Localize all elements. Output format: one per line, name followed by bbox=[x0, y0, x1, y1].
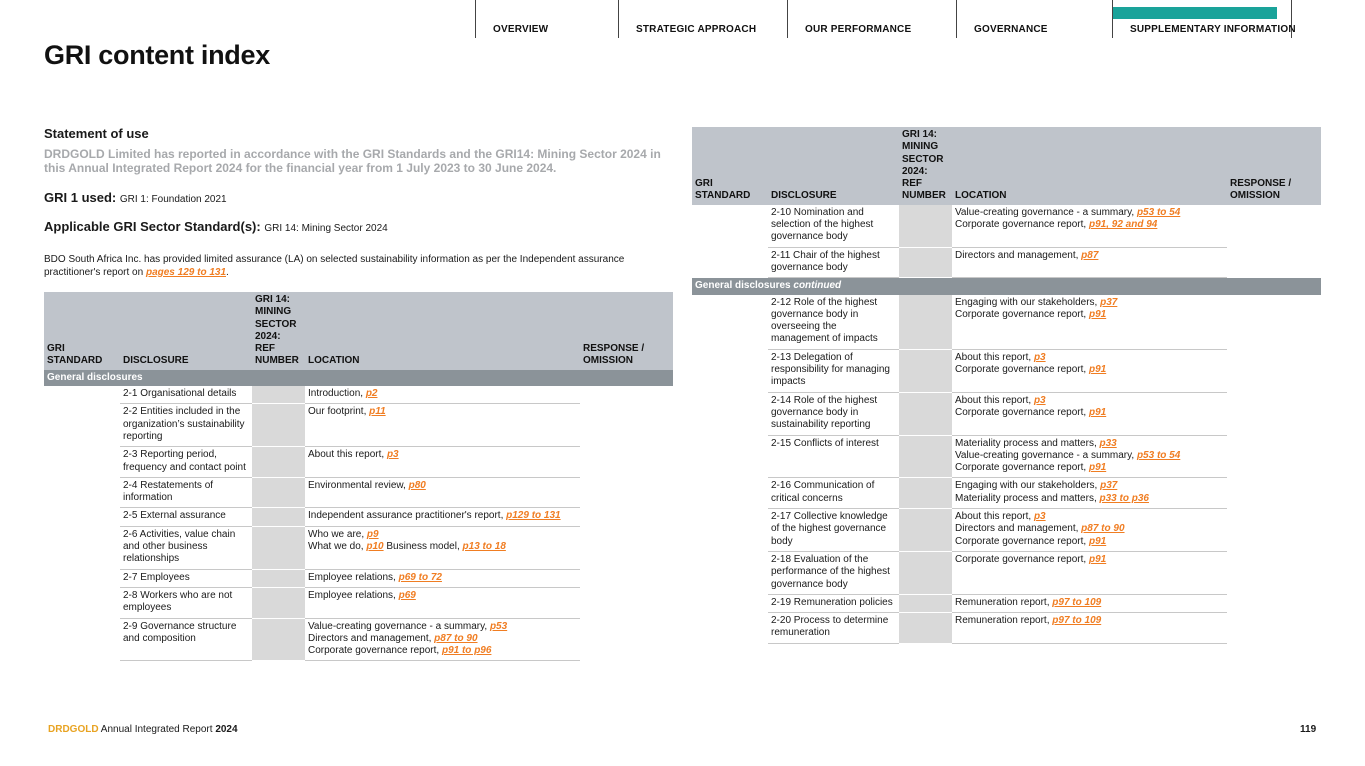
gri14-ref-cell bbox=[899, 247, 952, 278]
response-cell bbox=[1227, 594, 1321, 612]
location-line bbox=[308, 633, 577, 645]
page-ref-link[interactable]: p53 bbox=[489, 620, 508, 632]
response-cell bbox=[1227, 551, 1321, 594]
location-cell bbox=[952, 613, 1227, 644]
location-line bbox=[308, 510, 577, 522]
page-title: GRI content index bbox=[44, 40, 270, 70]
statement-of-use bbox=[44, 126, 674, 279]
location-line bbox=[308, 406, 577, 418]
gri-standard-cell bbox=[44, 526, 120, 569]
location-text: About this report, bbox=[955, 511, 1034, 523]
location-cell bbox=[952, 551, 1227, 594]
location-line bbox=[955, 450, 1224, 462]
gri-standard-cell bbox=[692, 247, 768, 278]
disclosure-cell: 2-5 External assurance bbox=[120, 508, 252, 526]
location-line bbox=[955, 395, 1224, 407]
statement-text: DRDGOLD Limited has reported in accordance with the GRI Standards and the GRI14: Mining Sector 2024 in this Annual Integrated Report 2024 for the financial year from 1 July 2023 to 30 June 2024. bbox=[44, 147, 661, 175]
page-ref-link[interactable]: p3 bbox=[1033, 351, 1046, 363]
table-row bbox=[44, 508, 673, 526]
location-line bbox=[308, 541, 577, 553]
table-row bbox=[692, 509, 1321, 552]
assurance-page-link[interactable]: pages 129 to 131 bbox=[145, 266, 227, 278]
disclosure-cell: 2-10 Nomination and selection of the highest governance body bbox=[768, 205, 899, 247]
disclosure-cell: 2-9 Governance structure and composition bbox=[120, 618, 252, 661]
disclosure-cell: 2-14 Role of the highest governance body in sustainability reporting bbox=[768, 392, 899, 435]
location-line bbox=[955, 523, 1224, 535]
header-location: LOCATION bbox=[952, 127, 1227, 205]
page-ref-link[interactable]: p91, 92 and 94 bbox=[1088, 219, 1158, 231]
response-cell bbox=[580, 477, 673, 508]
location-line bbox=[955, 597, 1224, 609]
location-text: Corporate governance report, bbox=[955, 219, 1089, 231]
location-line bbox=[955, 480, 1224, 492]
page-ref-link[interactable]: p91 bbox=[1088, 462, 1107, 474]
nav-tab-label: OVERVIEW bbox=[493, 24, 549, 35]
table-body bbox=[692, 205, 1321, 278]
location-text: Corporate governance report, bbox=[955, 406, 1089, 418]
header-disclosure: DISCLOSURE bbox=[768, 127, 899, 205]
table-row bbox=[44, 618, 673, 661]
location-text: Corporate governance report, bbox=[955, 553, 1089, 565]
gri14-ref-cell bbox=[899, 594, 952, 612]
gri-standard-cell bbox=[44, 477, 120, 508]
table-row bbox=[692, 551, 1321, 594]
nav-tab-supplementary-information[interactable] bbox=[1112, 0, 1296, 38]
gri14-ref-cell bbox=[252, 587, 305, 618]
header-gri-standard: GRI STANDARD bbox=[44, 292, 120, 370]
location-line bbox=[955, 250, 1224, 262]
gri-standard-cell bbox=[692, 435, 768, 478]
nav-tab-overview[interactable] bbox=[475, 0, 618, 38]
location-text: Engaging with our stakeholders, bbox=[955, 480, 1101, 492]
page-number: 119 bbox=[1300, 724, 1317, 735]
assurance-note bbox=[44, 254, 674, 279]
disclosure-cell: 2-12 Role of the highest governance body in overseeing the management of impacts bbox=[768, 295, 899, 350]
disclosure-cell: 2-16 Communication of critical concerns bbox=[768, 478, 899, 509]
header-gri14-ref: GRI 14: MINING SECTOR 2024: REF NUMBER bbox=[252, 292, 305, 370]
location-line bbox=[308, 388, 577, 400]
page-ref-link[interactable]: p37 bbox=[1100, 480, 1118, 492]
gri14-ref-cell bbox=[899, 295, 952, 350]
location-text: Remuneration report, bbox=[955, 596, 1053, 608]
response-cell bbox=[1227, 205, 1321, 247]
disclosure-cell: 2-7 Employees bbox=[120, 569, 252, 587]
location-text: Value-creating governance - a summary, bbox=[955, 449, 1137, 461]
gri14-ref-cell bbox=[899, 509, 952, 552]
footer-brand: DRDGOLD bbox=[48, 724, 99, 735]
location-text: Materiality process and matters, bbox=[955, 437, 1100, 449]
page-ref-link[interactable]: p97 to 109 bbox=[1052, 596, 1102, 608]
page-ref-link[interactable]: p91 bbox=[1088, 535, 1107, 547]
location-text: Directors and management, bbox=[955, 249, 1082, 261]
response-cell bbox=[580, 508, 673, 526]
disclosure-cell: 2-19 Remuneration policies bbox=[768, 594, 899, 612]
location-line bbox=[308, 621, 577, 633]
page-ref-link[interactable]: p33 bbox=[1099, 437, 1117, 449]
table-row bbox=[44, 404, 673, 447]
location-line bbox=[308, 529, 577, 541]
location-line bbox=[955, 407, 1224, 419]
location-text: Value-creating governance - a summary, bbox=[955, 206, 1137, 218]
nav-tab-strategic-approach[interactable] bbox=[618, 0, 787, 38]
location-text: Materiality process and matters, bbox=[955, 492, 1100, 504]
nav-tab-label: STRATEGIC APPROACH bbox=[636, 24, 757, 35]
response-cell bbox=[1227, 435, 1321, 478]
gri1-value: GRI 1: Foundation 2021 bbox=[119, 194, 227, 205]
section-label-text: General disclosures bbox=[695, 280, 791, 292]
page-ref-link[interactable]: p33 to p36 bbox=[1099, 492, 1149, 504]
table-row bbox=[692, 392, 1321, 435]
location-cell bbox=[952, 478, 1227, 509]
page-ref-link[interactable]: p53 to 54 bbox=[1136, 449, 1181, 461]
location-cell bbox=[305, 508, 580, 526]
location-line bbox=[955, 493, 1224, 505]
gri-standard-cell bbox=[44, 569, 120, 587]
response-cell bbox=[580, 404, 673, 447]
gri-standard-cell bbox=[44, 587, 120, 618]
location-cell bbox=[305, 569, 580, 587]
header-response: RESPONSE / OMISSION bbox=[580, 292, 673, 370]
gri-table-left bbox=[44, 292, 673, 661]
table-row bbox=[692, 594, 1321, 612]
location-cell bbox=[952, 247, 1227, 278]
location-text: Business model, bbox=[383, 541, 463, 553]
page-ref-link[interactable]: p69 bbox=[398, 589, 416, 601]
disclosure-cell: 2-4 Restatements of information bbox=[120, 477, 252, 508]
response-cell bbox=[1227, 349, 1321, 392]
table-body bbox=[44, 370, 673, 661]
location-text: Corporate governance report, bbox=[955, 535, 1089, 547]
location-cell bbox=[952, 435, 1227, 478]
response-cell bbox=[1227, 478, 1321, 509]
gri14-ref-cell bbox=[252, 477, 305, 508]
gri-standard-cell bbox=[692, 295, 768, 350]
gri14-ref-cell bbox=[252, 526, 305, 569]
gri14-ref-cell bbox=[252, 508, 305, 526]
location-cell bbox=[952, 509, 1227, 552]
nav-tab-label: OUR PERFORMANCE bbox=[805, 24, 912, 35]
location-text: Employee relations, bbox=[308, 571, 399, 583]
response-cell bbox=[1227, 613, 1321, 644]
page-ref-link[interactable]: p9 bbox=[366, 528, 379, 540]
section-body bbox=[692, 278, 1321, 295]
location-line bbox=[955, 615, 1224, 627]
location-cell bbox=[305, 386, 580, 404]
footer-year: 2024 bbox=[215, 724, 238, 735]
table-row bbox=[692, 205, 1321, 247]
page-ref-link[interactable]: p91 bbox=[1088, 406, 1107, 418]
table-header-row bbox=[692, 127, 1321, 205]
gri14-ref-cell bbox=[252, 618, 305, 661]
location-line bbox=[955, 554, 1224, 566]
table-body bbox=[692, 295, 1321, 644]
disclosure-cell: 2-18 Evaluation of the performance of the highest governance body bbox=[768, 551, 899, 594]
location-line bbox=[955, 536, 1224, 548]
location-cell bbox=[952, 295, 1227, 350]
table-row bbox=[692, 478, 1321, 509]
page-ref-link[interactable]: p2 bbox=[365, 388, 378, 400]
location-text: Environmental review, bbox=[308, 479, 409, 491]
page-ref-link[interactable]: p37 bbox=[1100, 296, 1118, 308]
location-text: Corporate governance report, bbox=[308, 645, 442, 657]
table-row bbox=[692, 349, 1321, 392]
gri-standard-cell bbox=[692, 478, 768, 509]
page-ref-link[interactable]: p97 to 109 bbox=[1052, 615, 1102, 627]
page-ref-link[interactable]: p129 to 131 bbox=[506, 510, 561, 522]
location-line bbox=[955, 364, 1224, 376]
location-text: Directors and management, bbox=[308, 632, 435, 644]
nav-tab-our-performance[interactable] bbox=[787, 0, 956, 38]
location-line bbox=[955, 352, 1224, 364]
nav-tab-governance[interactable] bbox=[956, 0, 1112, 38]
gri14-ref-cell bbox=[899, 551, 952, 594]
header-response: RESPONSE / OMISSION bbox=[1227, 127, 1321, 205]
location-cell bbox=[952, 205, 1227, 247]
response-cell bbox=[1227, 392, 1321, 435]
response-cell bbox=[1227, 247, 1321, 278]
location-text: About this report, bbox=[955, 351, 1034, 363]
location-cell bbox=[952, 594, 1227, 612]
gri-standard-cell bbox=[692, 613, 768, 644]
table-header-row bbox=[44, 292, 673, 370]
gri-standard-cell bbox=[692, 349, 768, 392]
gri-standard-cell bbox=[44, 618, 120, 661]
location-line bbox=[308, 449, 577, 461]
table-row bbox=[44, 477, 673, 508]
gri1-used bbox=[44, 190, 674, 205]
location-line bbox=[308, 480, 577, 492]
response-cell bbox=[580, 587, 673, 618]
gri-standard-cell bbox=[692, 509, 768, 552]
response-cell bbox=[580, 447, 673, 478]
disclosure-cell: 2-13 Delegation of responsibility for managing impacts bbox=[768, 349, 899, 392]
location-text: Employee relations, bbox=[308, 589, 399, 601]
gri-table-right bbox=[692, 127, 1321, 644]
sector-value: GRI 14: Mining Sector 2024 bbox=[264, 223, 388, 234]
response-cell bbox=[580, 569, 673, 587]
location-line bbox=[955, 207, 1224, 219]
nav-tab-label: GOVERNANCE bbox=[974, 24, 1048, 35]
location-text: Who we are, bbox=[308, 528, 367, 540]
gri14-ref-cell bbox=[899, 613, 952, 644]
gri14-ref-cell bbox=[899, 392, 952, 435]
response-cell bbox=[580, 526, 673, 569]
table-row bbox=[692, 435, 1321, 478]
location-line bbox=[955, 219, 1224, 231]
location-cell bbox=[305, 404, 580, 447]
location-cell bbox=[952, 392, 1227, 435]
page-ref-link[interactable]: p87 to 90 bbox=[434, 632, 478, 644]
table-row bbox=[44, 587, 673, 618]
gri14-ref-cell bbox=[252, 386, 305, 404]
table-row bbox=[44, 447, 673, 478]
assurance-end: . bbox=[226, 266, 229, 278]
location-cell bbox=[305, 618, 580, 661]
page-ref-link[interactable]: p91 bbox=[1088, 364, 1107, 376]
gri14-ref-cell bbox=[899, 478, 952, 509]
table-row bbox=[692, 295, 1321, 350]
location-text: Corporate governance report, bbox=[955, 308, 1089, 320]
location-text: Engaging with our stakeholders, bbox=[955, 296, 1101, 308]
footer bbox=[48, 724, 238, 735]
gri-standard-cell bbox=[692, 594, 768, 612]
location-cell bbox=[305, 526, 580, 569]
gri-standard-cell bbox=[692, 205, 768, 247]
gri14-ref-cell bbox=[899, 435, 952, 478]
location-line bbox=[955, 297, 1224, 309]
location-text: Corporate governance report, bbox=[955, 364, 1089, 376]
page-ref-link[interactable]: p3 bbox=[1033, 394, 1046, 406]
location-line bbox=[308, 590, 577, 602]
response-cell bbox=[1227, 509, 1321, 552]
disclosure-cell: 2-17 Collective knowledge of the highest governance body bbox=[768, 509, 899, 552]
page-ref-link[interactable]: p3 bbox=[1033, 511, 1046, 523]
disclosure-cell: 2-11 Chair of the highest governance body bbox=[768, 247, 899, 278]
gri-standard-cell bbox=[44, 386, 120, 404]
location-line bbox=[955, 462, 1224, 474]
location-text: Value-creating governance - a summary, bbox=[308, 620, 490, 632]
page-ref-link[interactable]: p53 to 54 bbox=[1136, 206, 1181, 218]
section-label-suffix: continued bbox=[793, 280, 842, 292]
location-line bbox=[308, 572, 577, 584]
section-row bbox=[692, 278, 1321, 295]
location-text: About this report, bbox=[955, 394, 1034, 406]
location-cell bbox=[305, 477, 580, 508]
table-row bbox=[692, 613, 1321, 644]
page-ref-link[interactable]: p91 bbox=[1088, 308, 1107, 320]
gri14-ref-cell bbox=[899, 205, 952, 247]
gri1-label: GRI 1 used: bbox=[44, 190, 117, 205]
section-row bbox=[44, 370, 673, 386]
location-cell bbox=[305, 587, 580, 618]
location-text: Introduction, bbox=[308, 388, 366, 400]
gri14-ref-cell bbox=[252, 404, 305, 447]
table-row bbox=[44, 526, 673, 569]
location-text: Remuneration report, bbox=[955, 615, 1053, 627]
location-text: Corporate governance report, bbox=[955, 462, 1089, 474]
table-row bbox=[44, 569, 673, 587]
page-ref-link[interactable]: p11 bbox=[369, 406, 386, 418]
table-row bbox=[692, 247, 1321, 278]
location-cell bbox=[952, 349, 1227, 392]
gri-standard-cell bbox=[44, 508, 120, 526]
gri-standard-cell bbox=[44, 447, 120, 478]
page-ref-link[interactable]: p3 bbox=[386, 449, 399, 461]
sector-label: Applicable GRI Sector Standard(s): bbox=[44, 219, 261, 234]
disclosure-cell: 2-2 Entities included in the organization’s sustainability reporting bbox=[120, 404, 252, 447]
header-gri14-ref: GRI 14: MINING SECTOR 2024: REF NUMBER bbox=[899, 127, 952, 205]
location-line bbox=[955, 309, 1224, 321]
location-cell bbox=[305, 447, 580, 478]
section-label: General disclosures bbox=[44, 370, 673, 386]
gri14-ref-cell bbox=[252, 569, 305, 587]
page-ref-link[interactable]: p87 bbox=[1081, 249, 1099, 261]
page-ref-link[interactable]: p69 to 72 bbox=[398, 571, 442, 583]
response-cell bbox=[580, 386, 673, 404]
page-ref-link[interactable]: p87 to 90 bbox=[1081, 523, 1125, 535]
page-ref-link[interactable]: p91 bbox=[1088, 553, 1107, 565]
header-location: LOCATION bbox=[305, 292, 580, 370]
location-text: About this report, bbox=[308, 449, 387, 461]
response-cell bbox=[580, 618, 673, 661]
assurance-text: BDO South Africa Inc. has provided limited assurance (LA) on selected sustainability information as per the Independent assurance practitioner's report on bbox=[44, 254, 625, 278]
disclosure-cell: 2-1 Organisational details bbox=[120, 386, 252, 404]
location-line bbox=[955, 438, 1224, 450]
location-line bbox=[955, 511, 1224, 523]
page-ref-link[interactable]: p10 bbox=[366, 541, 384, 553]
gri14-ref-cell bbox=[252, 447, 305, 478]
footer-text: Annual Integrated Report bbox=[98, 724, 216, 735]
disclosure-cell: 2-8 Workers who are not employees bbox=[120, 587, 252, 618]
page-ref-link[interactable]: p13 to 18 bbox=[462, 541, 506, 553]
gri-standard-cell bbox=[692, 551, 768, 594]
header-disclosure: DISCLOSURE bbox=[120, 292, 252, 370]
disclosure-cell: 2-15 Conflicts of interest bbox=[768, 435, 899, 478]
location-text: Directors and management, bbox=[955, 523, 1082, 535]
gri14-ref-cell bbox=[899, 349, 952, 392]
gri-standard-cell bbox=[44, 404, 120, 447]
page-ref-link[interactable]: p91 to p96 bbox=[441, 645, 492, 657]
location-line bbox=[308, 645, 577, 657]
location-text: Independent assurance practitioner's report, bbox=[308, 510, 507, 522]
gri-standard-cell bbox=[692, 392, 768, 435]
page-ref-link[interactable]: p80 bbox=[408, 479, 426, 491]
header-gri-standard: GRI STANDARD bbox=[692, 127, 768, 205]
table-row bbox=[44, 386, 673, 404]
statement-heading: Statement of use bbox=[44, 126, 149, 141]
disclosure-cell: 2-3 Reporting period, frequency and contact point bbox=[120, 447, 252, 478]
location-text: Our footprint, bbox=[308, 406, 370, 418]
active-tab-indicator bbox=[1113, 7, 1277, 19]
nav-tab-label: SUPPLEMENTARY INFORMATION bbox=[1130, 24, 1296, 35]
sector-standard bbox=[44, 219, 674, 234]
location-text: What we do, bbox=[308, 541, 367, 553]
disclosure-cell: 2-6 Activities, value chain and other business relationships bbox=[120, 526, 252, 569]
section-label bbox=[692, 278, 1321, 295]
top-navigation bbox=[475, 0, 1296, 38]
disclosure-cell: 2-20 Process to determine remuneration bbox=[768, 613, 899, 644]
response-cell bbox=[1227, 295, 1321, 350]
